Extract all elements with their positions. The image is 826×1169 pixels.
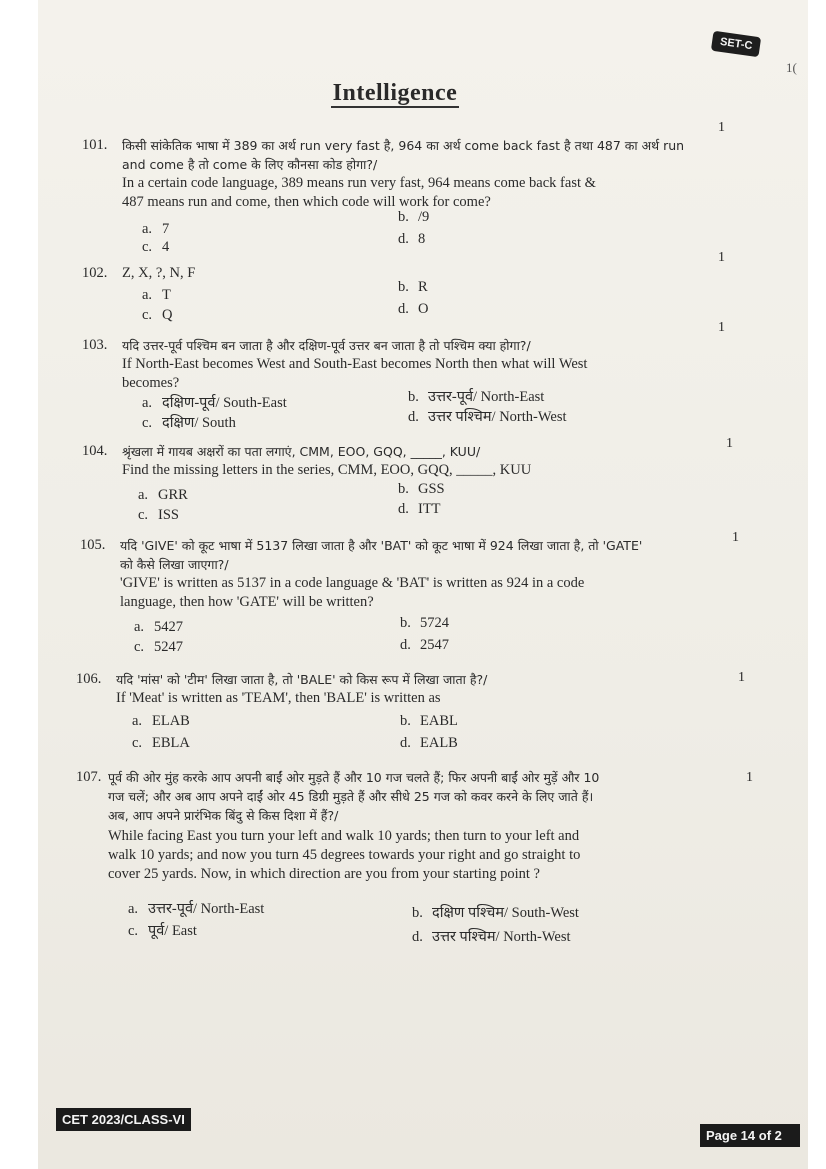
- option-text: GRR: [158, 487, 188, 503]
- option-letter: c.: [132, 735, 143, 751]
- marks: 1: [726, 436, 733, 451]
- option-text: ITT: [418, 501, 441, 517]
- option-a: [138, 486, 188, 505]
- exam-label: CET 2023/CLASS-VI: [56, 1108, 191, 1131]
- option-letter: a.: [132, 713, 143, 729]
- option-text: उत्तर-पूर्व/ North-East: [428, 389, 545, 405]
- option-c: [132, 734, 190, 753]
- question-text: [120, 536, 642, 612]
- option-letter: a.: [134, 619, 145, 635]
- option-text: 4: [162, 239, 170, 255]
- option-a: [142, 286, 171, 305]
- option-text: 7: [162, 221, 170, 237]
- option-text: /9: [418, 209, 430, 225]
- option-d: [412, 928, 571, 947]
- option-text: उत्तर पश्चिम/ North-West: [432, 929, 571, 945]
- set-badge: SET-C: [711, 31, 762, 58]
- option-d: [400, 636, 449, 655]
- option-letter: b.: [398, 279, 409, 295]
- option-letter: b.: [400, 713, 411, 729]
- question-line-english: becomes?: [122, 375, 180, 391]
- option-c: [142, 238, 169, 257]
- question-line-english: If 'Meat' is written as 'TEAM', then 'BALE' is written as: [116, 690, 441, 706]
- question-line-hindi: यदि उत्तर-पूर्व पश्चिम बन जाता है और दक्षिण-पूर्व उत्तर बन जाता है तो पश्चिम क्या होगा?/: [122, 338, 531, 353]
- question-103: [82, 320, 762, 436]
- option-letter: d.: [412, 929, 423, 945]
- option-letter: d.: [398, 231, 409, 247]
- section-title-text: Intelligence: [332, 80, 458, 106]
- question-number: 103.: [82, 337, 108, 353]
- question-line-english: Z, X, ?, N, F: [122, 265, 196, 281]
- question-101: [82, 120, 762, 256]
- option-letter: a.: [142, 395, 153, 411]
- question-text: [122, 336, 587, 393]
- option-letter: a.: [138, 487, 149, 503]
- question-106: [76, 670, 766, 758]
- option-letter: b.: [408, 389, 419, 405]
- scan-background-edge: [0, 0, 38, 1169]
- question-text: [122, 264, 195, 283]
- option-a: [142, 220, 169, 239]
- option-b: [412, 904, 579, 923]
- marks: 1: [732, 530, 739, 545]
- option-text: 5427: [154, 619, 183, 635]
- option-letter: d.: [400, 637, 411, 653]
- option-a: [128, 900, 264, 919]
- question-number: 101.: [82, 137, 108, 153]
- option-letter: c.: [142, 415, 153, 431]
- option-text: ELAB: [152, 713, 190, 729]
- option-a: [132, 712, 190, 731]
- question-line-hindi: किसी सांकेतिक भाषा में 389 का अर्थ run very fast है, 964 का अर्थ come back fast है तथा 487 का अर्थ run: [122, 138, 685, 153]
- option-letter: c.: [142, 307, 153, 323]
- option-text: 2547: [420, 637, 449, 653]
- option-c: [142, 414, 236, 433]
- option-text: EALB: [420, 735, 458, 751]
- question-line-english: In a certain code language, 389 means run very fast, 964 means come back fast &: [122, 175, 596, 191]
- option-text: 5724: [420, 615, 449, 631]
- option-d: [398, 230, 425, 249]
- option-a: [142, 394, 287, 413]
- option-text: O: [418, 301, 429, 317]
- question-number: 107.: [76, 769, 102, 785]
- question-text: [108, 768, 599, 884]
- option-letter: b.: [400, 615, 411, 631]
- question-line-english: If North-East becomes West and South-East becomes North then what will West: [122, 356, 588, 372]
- option-letter: b.: [412, 905, 423, 921]
- option-text: दक्षिण-पूर्व/ South-East: [162, 395, 287, 411]
- page-label: Page 14 of 2: [700, 1124, 800, 1147]
- option-b: [398, 480, 445, 499]
- option-a: [134, 618, 183, 637]
- question-line-english: While facing East you turn your left and walk 10 yards; then turn to your left and: [108, 828, 580, 844]
- option-letter: c.: [138, 507, 149, 523]
- question-line-hindi: and come है तो come के लिए कौनसा कोड होगा?/: [122, 157, 378, 172]
- question-number: 106.: [76, 671, 102, 687]
- question-104: [82, 436, 762, 528]
- option-d: [408, 408, 567, 427]
- option-d: [398, 500, 441, 519]
- option-c: [134, 638, 183, 657]
- marks: 1: [718, 320, 725, 335]
- option-text: EBLA: [152, 735, 190, 751]
- option-d: [400, 734, 458, 753]
- edge-page-number: 1(: [786, 60, 797, 75]
- option-letter: d.: [398, 501, 409, 517]
- option-text: 8: [418, 231, 426, 247]
- option-c: [128, 922, 197, 941]
- question-number: 104.: [82, 443, 108, 459]
- option-text: EABL: [420, 713, 458, 729]
- option-letter: a.: [142, 287, 153, 303]
- question-number: 102.: [82, 265, 108, 281]
- option-text: उत्तर-पूर्व/ North-East: [148, 901, 265, 917]
- option-text: T: [162, 287, 171, 303]
- option-c: [138, 506, 179, 525]
- option-b: [400, 712, 458, 731]
- option-letter: c.: [128, 923, 139, 939]
- question-text: [116, 670, 487, 708]
- option-text: R: [418, 279, 428, 295]
- option-text: दक्षिण पश्चिम/ South-West: [432, 905, 579, 921]
- question-line-english: walk 10 yards; and now you turn 45 degrees towards your right and go straight to: [108, 847, 581, 863]
- option-c: [142, 306, 172, 325]
- option-text: ISS: [158, 507, 179, 523]
- question-line-hindi: अब, आप अपने प्रारंभिक बिंदु से किस दिशा में हैं?/: [108, 808, 339, 823]
- question-line-hindi: पूर्व की ओर मुंह करके आप अपनी बाईं ओर मुड़ते हैं और 10 गज चलते हैं; फिर अपनी बाईं ओर मुड़ें और 10: [108, 770, 600, 785]
- question-line-hindi: को कैसे लिखा जाएगा?/: [120, 557, 229, 572]
- question-107: [76, 768, 776, 948]
- option-text: पूर्व/ East: [148, 923, 197, 939]
- option-b: [398, 208, 429, 227]
- option-b: [408, 388, 544, 407]
- option-letter: a.: [128, 901, 139, 917]
- marks: 1: [718, 250, 725, 265]
- marks: 1: [718, 120, 725, 135]
- marks: 1: [738, 670, 745, 685]
- marks: 1: [746, 770, 753, 785]
- question-line-english: 487 means run and come, then which code will work for come?: [122, 194, 491, 210]
- option-text: 5247: [154, 639, 183, 655]
- question-102: [82, 250, 762, 324]
- option-d: [398, 300, 428, 319]
- option-letter: d.: [400, 735, 411, 751]
- option-text: दक्षिण/ South: [162, 415, 236, 431]
- question-number: 105.: [80, 537, 106, 553]
- question-line-english: Find the missing letters in the series, CMM, EOO, GQQ, _____, KUU: [122, 462, 532, 478]
- question-line-hindi: यदि 'GIVE' को कूट भाषा में 5137 लिखा जाता है और 'BAT' को कूट भाषा में 924 लिखा जाता है, तो 'GATE': [120, 538, 643, 553]
- option-text: GSS: [418, 481, 445, 497]
- option-b: [398, 278, 428, 297]
- option-letter: b.: [398, 209, 409, 225]
- option-letter: d.: [398, 301, 409, 317]
- option-letter: b.: [398, 481, 409, 497]
- question-line-english: cover 25 yards. Now, in which direction are you from your starting point ?: [108, 866, 540, 882]
- option-letter: c.: [142, 239, 153, 255]
- question-line-english: 'GIVE' is written as 5137 in a code language & 'BAT' is written as 924 in a code: [120, 575, 585, 591]
- question-text: [122, 136, 684, 212]
- option-letter: c.: [134, 639, 145, 655]
- option-b: [400, 614, 449, 633]
- question-line-hindi: श्रृंखला में गायब अक्षरों का पता लगाएं, CMM, EOO, GQQ, _____, KUU/: [122, 444, 481, 459]
- option-text: Q: [162, 307, 173, 323]
- question-line-hindi: गज चलें; और अब आप अपने दाईं ओर 45 डिग्री मुड़ते हैं और सीधे 25 गज को कवर करने के लिए जाते हैं।: [108, 789, 594, 804]
- option-letter: a.: [142, 221, 153, 237]
- option-letter: d.: [408, 409, 419, 425]
- question-line-english: language, then how 'GATE' will be written?: [120, 594, 374, 610]
- question-line-hindi: यदि 'मांस' को 'टीम' लिखा जाता है, तो 'BALE' को किस रूप में लिखा जाता है?/: [116, 672, 488, 687]
- option-text: उत्तर पश्चिम/ North-West: [428, 409, 567, 425]
- question-text: [122, 442, 531, 480]
- question-105: [80, 530, 760, 660]
- section-title: [0, 80, 790, 107]
